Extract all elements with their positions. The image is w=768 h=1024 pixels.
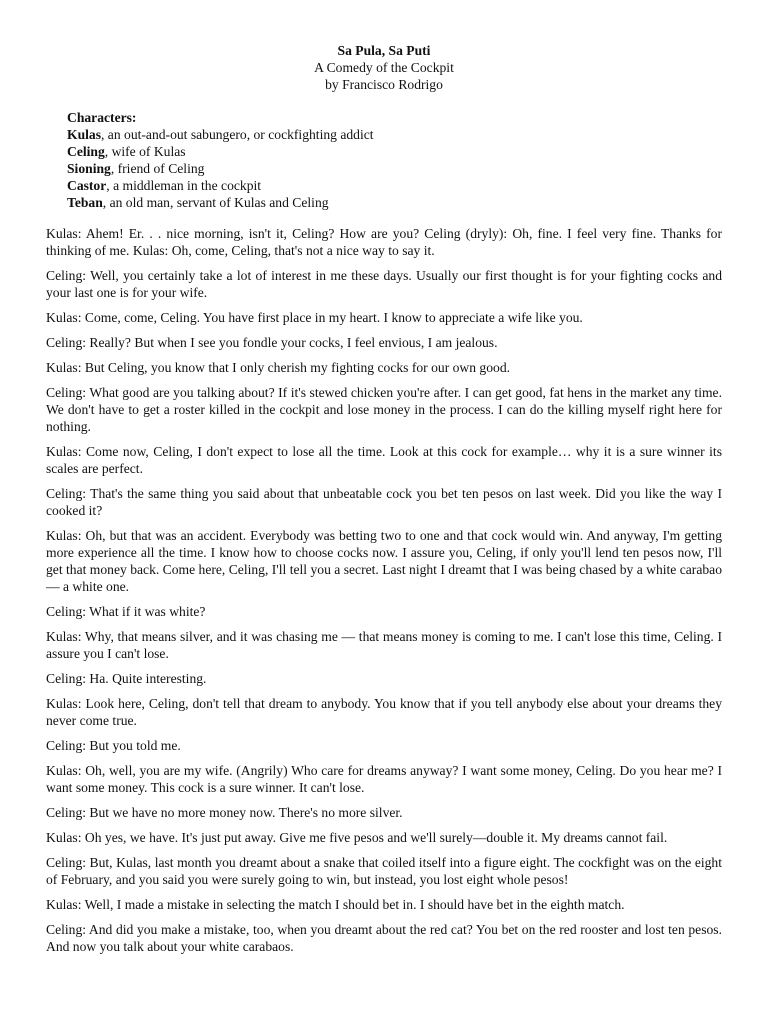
dialogue-line: Kulas: Look here, Celing, don't tell that dream to anybody. You know that if you tell anybody else about your dreams they never come true. [46,696,722,728]
dialogue-line: Kulas: Well, I made a mistake in selecting the match I should bet in. I should have bet in the eighth match. [46,897,625,912]
play-title: Sa Pula, Sa Puti [337,43,431,58]
character-name: Castor [67,178,107,193]
dialogue-line: Celing: Ha. Quite interesting. [46,671,207,686]
author-line: by Francisco Rodrigo [325,77,443,92]
character-entry [67,126,722,143]
dialogue-line: Celing: But you told me. [46,738,181,753]
character-description: , a middleman in the cockpit [106,178,262,193]
dialogue-line: Kulas: But Celing, you know that I only cherish my fighting cocks for our own good. [46,360,511,375]
character-name: Teban [67,195,103,210]
dialogue-line: Kulas: Oh yes, we have. It's just put away. Give me five pesos and we'll surely—double it. My dreams cannot fail. [46,830,668,845]
dialogue-line: Celing: Really? But when I see you fondle your cocks, I feel envious, I am jealous. [46,335,498,350]
character-list [67,109,722,211]
character-description: , an out-and-out sabungero, or cockfighting addict [101,127,374,142]
dialogue-line: Celing: What good are you talking about? If it's stewed chicken you're after. I can get good, fat hens in the market any time. We don't have to get a roster killed in the cockpit and lose money in the process. I can do the killing myself right here for nothing. [46,385,722,434]
dialogue-line: Celing: What if it was white? [46,604,206,619]
character-entry [67,143,722,160]
dialogue-line: Kulas: Oh, but that was an accident. Everybody was betting two to one and that cock would win. And anyway, I'm getting more experience all the time. I know how to choose cocks now. I assure you, Celing, if only you'll lend ten pesos now, I'll get that money back. Come here, Celing, I'll tell you a secret. Last night I dreamt that I was being chased by a white carabao— a white one. [46,528,722,594]
dialogue-line: Kulas: Come now, Celing, I don't expect to lose all the time. Look at this cock for example… why it is a sure winner its scales are perfect. [46,444,722,476]
dialogue-line: Kulas: Oh, well, you are my wife. (Angrily) Who care for dreams anyway? I want some money, Celing. Do you hear me? I want some money. This cock is a sure winner. It can't lose. [46,763,722,795]
character-entry [67,194,722,211]
character-description: , wife of Kulas [104,144,186,159]
dialogue-line: Celing: Well, you certainly take a lot of interest in me these days. Usually our first thought is for your fighting cocks and your last one is for your wife. [46,268,722,300]
title-block [46,42,722,93]
character-name: Kulas [67,127,101,142]
character-name: Celing [67,144,105,159]
dialogue-line: Kulas: Ahem! Er. . . nice morning, isn't it, Celing? How are you? Celing (dryly): Oh, fine. I feel very fine. Thanks for thinking of me. Kulas: Oh, come, Celing, that's not a nice way to say it. [46,226,722,258]
dialogue-line: Celing: And did you make a mistake, too, when you dreamt about the red cat? You bet on the red rooster and lost ten pesos. And now you talk about your white carabaos. [46,922,722,954]
dialogue-line: Celing: That's the same thing you said about that unbeatable cock you bet ten pesos on last week. Did you like the way I cooked it? [46,486,722,518]
character-description: , friend of Celing [110,161,205,176]
dialogue-line: Celing: But we have no more money now. There's no more silver. [46,805,403,820]
character-entry [67,177,722,194]
character-description: , an old man, servant of Kulas and Celing [102,195,329,210]
dialogue-line: Kulas: Why, that means silver, and it was chasing me — that means money is coming to me. I can't lose this time, Celing. I assure you I can't lose. [46,629,722,661]
character-name: Sioning [67,161,111,176]
character-entry [67,160,722,177]
dialogue-section [46,225,722,955]
dialogue-line: Celing: But, Kulas, last month you dreamt about a snake that coiled itself into a figure eight. The cockfight was on the eight of February, and you said you were surely going to win, but instead, you lost eight whole pesos! [46,855,722,887]
characters-heading: Characters: [67,110,137,125]
play-subtitle: A Comedy of the Cockpit [314,60,454,75]
dialogue-line: Kulas: Come, come, Celing. You have first place in my heart. I know to appreciate a wife like you. [46,310,583,325]
